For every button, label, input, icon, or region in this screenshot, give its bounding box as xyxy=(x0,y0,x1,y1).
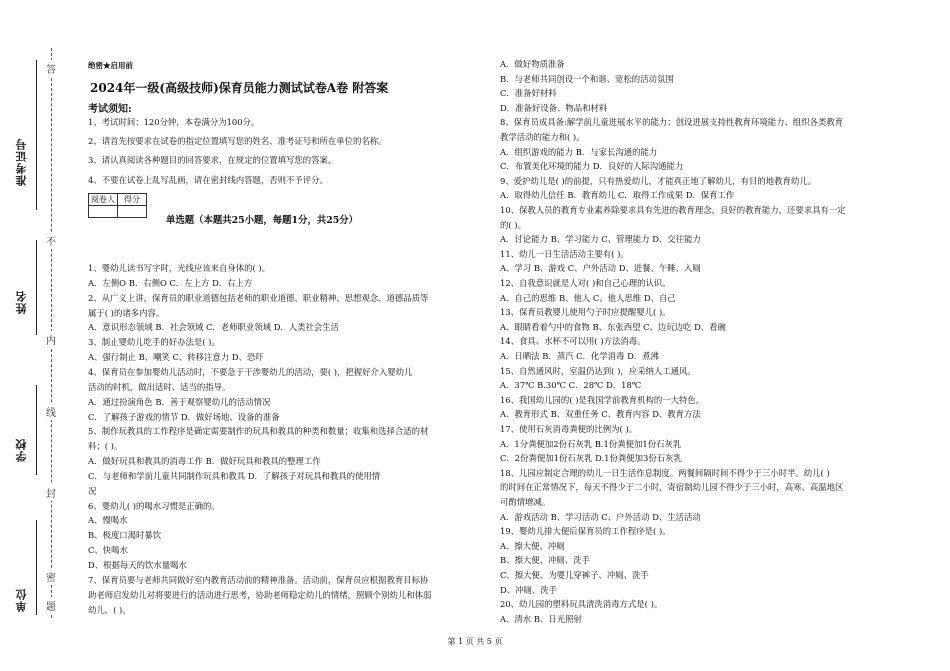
question-line: A．通过扮演角色 B．善于观察婴幼儿的活动情况 xyxy=(88,396,271,407)
question-line: 料；( )。 xyxy=(88,441,123,452)
question-line: 4、保育员在参加婴幼儿活动时，不要急于干涉婴幼儿的活动，要( )，把握好介入婴幼儿 xyxy=(88,366,413,377)
question-line: 幼儿，( )。 xyxy=(88,604,131,615)
question-line: A．1分粪便加2份石灰乳 B.1份粪便加1份石灰乳 xyxy=(500,438,682,449)
notice-item: 3、请认真阅读各种题目的回答要求，在规定的位置填写您的答案。 xyxy=(88,155,337,165)
name-label: 姓名 xyxy=(15,290,28,314)
question-line: C．与老师和学前儿童共同制作玩具和教具 D．了解孩子对玩具和教具的使用情 xyxy=(88,470,381,481)
question-line: 13、保育员教婴儿使用勺子时应提醒婴儿( )。 xyxy=(500,307,671,318)
question-line: A．做好物质准备 xyxy=(500,59,565,69)
exam-id-field[interactable] xyxy=(36,60,37,210)
question-line: D、根据每天的饮水量喝水 xyxy=(88,560,187,570)
unit-label: 单位 xyxy=(15,588,28,612)
question-line: 19、婴幼儿排大便后保育员的工作程序是( )。 xyxy=(500,526,671,537)
question-line: 10、保教人员的教育专业素养除要求具有先进的教育理念，良好的教育能力，还要求具有一定 xyxy=(500,205,846,215)
question-line: A．游戏活动 B、学习活动 C、户外活动 D、生活活动 xyxy=(500,511,701,522)
notice-item: 4、不要在试卷上乱写乱画，请在密封线内答题，否则不予评分。 xyxy=(88,175,328,185)
question-line: 6、婴幼儿( )的喝水习惯是正确的。 xyxy=(88,500,220,511)
question-line: A、强行制止 B、嘲笑 C、转移注意力 D、恐吓 xyxy=(88,352,264,363)
question-line: 20、幼儿园的塑料玩具清洗消毒方式是( )。 xyxy=(500,599,663,610)
seal-char: 题 xyxy=(46,597,56,614)
unit-field[interactable] xyxy=(36,520,37,615)
question-line: A．37℃ B.30℃ C．28℃ D．18℃ xyxy=(500,380,642,391)
seal-char: 内 xyxy=(46,331,56,348)
question-line: A．意识形态领域 B．社会领域 C．老师职业领域 D．人类社会生活 xyxy=(88,322,340,333)
question-line: A、教育形式 B、双重任务 C、教育内容 D、教育方法 xyxy=(500,409,701,420)
page-footer: 第 1 页 共 5 页 xyxy=(447,637,503,646)
question-line: 的( )。 xyxy=(500,219,526,230)
seal-char: 不 xyxy=(46,232,56,249)
question-line: B．与老师共同创设一个和谐、宽松的活动氛围 xyxy=(500,73,674,84)
question-line: A、清水 B、日光照射 xyxy=(500,613,582,624)
question-line: 11、幼儿一日生活活动主要有( )。 xyxy=(500,248,629,259)
score-table xyxy=(88,193,147,218)
score-cell[interactable] xyxy=(118,206,147,218)
question-line: A．做好玩具和教具的消毒工作 B．做好玩具和教具的整理工作 xyxy=(88,456,321,467)
question-line: 属于( )的诸多内容。 xyxy=(88,307,165,318)
binding-margin xyxy=(0,0,70,671)
question-line: 活动的时机，做出适时、适当的指导。 xyxy=(88,381,231,392)
question-line: 助老师启发幼儿对将要进行的活动进行思考，协助老师稳定幼儿的情绪，照顾个别幼儿和体弱 xyxy=(88,589,432,600)
page-title: 2024年一级(高级技师)保育员能力测试试卷A卷 附答案 xyxy=(90,81,389,95)
question-line: A、擦大便、冲厕 xyxy=(500,540,565,551)
question-line: D、冲厕、洗手 xyxy=(500,584,557,595)
question-line: C．布置美化环境的能力 D．良好的人际沟通能力 xyxy=(500,161,684,172)
reviewer-cell[interactable] xyxy=(89,206,118,218)
question-line: 3、制止婴幼儿吃手的好办法是( )。 xyxy=(88,337,220,348)
question-line: A、学习 B、游戏 C、户外活动 D、进餐、午睡、入厕 xyxy=(500,263,701,274)
question-line: 5、制作玩教具的工作程序是确定需要制作的玩具和教具的种类和数量；收集和选择合适的材 xyxy=(88,426,429,437)
question-line: C、快喝水 xyxy=(88,545,128,556)
seal-char: 答 xyxy=(46,60,56,77)
secret-mark: 绝密★启用前 xyxy=(88,61,133,70)
question-line: 18、儿园应制定合理的幼儿一日生活作息制度。两餐间隔时间不得少于三小时半。幼儿( ) xyxy=(500,467,830,478)
question-line: 7、保育员要与老师共同做好室内教育活动前的精神准备。活动前，保育员应根据教育目标协 xyxy=(88,574,429,585)
reviewer-header: 阅卷人 xyxy=(89,194,118,206)
score-header: 得分 xyxy=(118,194,147,206)
question-line: C．2份粪便加1份石灰乳 D.1份粪便加3份石灰乳 xyxy=(500,453,682,464)
question-line: 2、从广义上讲，保育员的职业道德包括老师的职业道德、职业精神、思想观念、道德品质等 xyxy=(88,292,429,303)
notice-item: 2、请首先按要求在试卷的指定位置填写您的姓名、准考证号和所在单位的名称。 xyxy=(88,136,387,146)
name-field[interactable] xyxy=(36,240,37,335)
notice-item: 1、考试时间：120分钟，本卷满分为100分。 xyxy=(88,117,260,127)
question-line: A．组织游戏的能力 B．与家长沟通的能力 xyxy=(500,146,658,157)
question-line: D．准备好设备、物品和材料 xyxy=(500,102,608,113)
question-line: 况 xyxy=(88,485,97,496)
question-line: 的时间在正常情况下，每天不得少于二小时，寄宿制幼儿园不得少于三小时，高寒、高温地区 xyxy=(500,482,844,493)
question-line: A、眼睛看着勺中的食物 B、东张西望 C、边玩边吃 D、看碗 xyxy=(500,321,726,332)
question-line: A．取得幼儿信任 B．教育幼儿 C．取得工作成果 D．保育工作 xyxy=(500,190,735,201)
question-line: C．准备好材料 xyxy=(500,88,557,99)
question-line: 1、婴幼儿读书写字时，光线应该来自身体的( )。 xyxy=(88,263,271,273)
question-line: C、擦大便、为婴儿穿裤子、冲厕、洗手 xyxy=(500,570,649,580)
question-line: 17、使用石灰消毒粪便的比例为( )。 xyxy=(500,424,638,434)
notice-heading: 考试须知: xyxy=(88,104,132,115)
question-line: 8、保育员成具备:解学前儿童进展水平的能力；创设进展支持性教育环境能力、组织各类教育 xyxy=(500,117,844,128)
question-line: 15、自然通风时，室温仍达到( )，应采纳人工通风。 xyxy=(500,365,696,376)
question-line: C．了解孩子游戏的情节 D．做好场地、设备的准备 xyxy=(88,411,280,422)
question-line: A、自己的思维 B、他人 C、他人思维 D、自己 xyxy=(500,292,676,303)
question-line: A、慢喝水 xyxy=(88,515,128,526)
seal-char: 线 xyxy=(46,403,56,420)
question-line: 教学活动的能力和( )。 xyxy=(500,132,585,142)
school-label: 学校 xyxy=(15,438,28,462)
exam-id-label: 准考证号 xyxy=(15,138,28,186)
question-line: A．左侧O B．右侧O C．左上方 D．右上方 xyxy=(88,277,253,288)
question-line: 14、食具、水杯不可以用( )方法消毒。 xyxy=(500,336,646,347)
question-line: 12、自我意识就是人对( )和自己心理的认识。 xyxy=(500,278,671,288)
seal-char: 封 xyxy=(46,484,56,501)
question-line: 9、爱护幼儿是( )的前提，只有热爱幼儿，才能真正地了解幼儿，有目的地教育幼儿。 xyxy=(500,175,817,186)
question-line: B、擦大便、冲厕、洗手 xyxy=(500,555,590,566)
school-field[interactable] xyxy=(36,385,37,475)
question-line: 可酌情增减。 xyxy=(500,497,551,507)
question-line: A．讨论能力 B、学习能力 C、管理能力 D、交往能力 xyxy=(500,234,701,245)
question-line: 16、我国幼儿园的( )是我国学前教育机构的一大特色。 xyxy=(500,394,705,405)
seal-char: 密 xyxy=(46,568,56,585)
question-line: B、极度口渴时暴饮 xyxy=(88,530,162,541)
section-title: 单选题（本题共25小题，每题1分，共25分） xyxy=(166,215,358,226)
question-line: A．日晒法 B．蒸汽 C．化学消毒 D．煮沸 xyxy=(500,351,659,361)
